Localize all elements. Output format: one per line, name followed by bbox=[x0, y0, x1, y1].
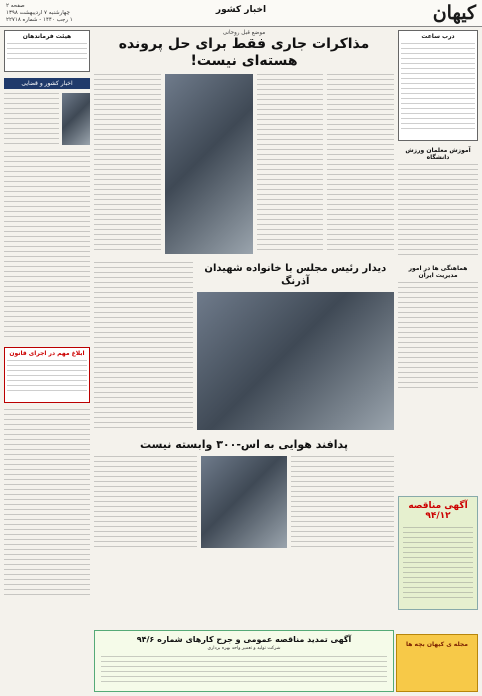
left-red-box bbox=[4, 347, 90, 403]
story-2-headline: دیدار رئیس مجلس با خانواده شهیدان آذرنگ bbox=[204, 263, 387, 287]
lead-body bbox=[94, 74, 394, 254]
issue-line-3: ۱ رجب ۱۴۴۰ - شماره ۲۲۷۱۸ bbox=[6, 17, 73, 23]
kids-magazine-ad-title: مجله ی کیهان بچه ها bbox=[406, 641, 468, 648]
newspaper-logo: کیهان bbox=[432, 2, 476, 24]
left-red-box-text bbox=[7, 360, 87, 394]
left-column bbox=[4, 30, 90, 630]
left-text-1 bbox=[4, 151, 90, 341]
story-3-text-2 bbox=[94, 456, 197, 548]
right-story-2-title: هماهنگی ها در امور مدیریت ایران bbox=[408, 265, 468, 279]
story-3-photo bbox=[201, 456, 287, 548]
left-portrait-block bbox=[4, 93, 90, 145]
issue-line-2: چهارشنبه ۷ اردیبهشت ۱۳۹۸ bbox=[6, 10, 70, 16]
right-column bbox=[398, 30, 478, 610]
right-story-1-title: آموزش معلمان ورزش دانشگاه bbox=[405, 147, 471, 161]
main-area bbox=[94, 30, 394, 630]
left-top-box-title: هیئت فرماندهان bbox=[22, 33, 72, 40]
issue-line-1: صفحه ۲ bbox=[6, 3, 25, 9]
right-story-2-text bbox=[398, 282, 478, 390]
story-3-text-1 bbox=[291, 456, 394, 548]
lead-headline: مذاکرات جاری فقط برای حل پرونده هسته‌ای نیست! bbox=[118, 36, 370, 69]
story-2-photo bbox=[197, 292, 394, 430]
left-red-box-title: ابلاغ مهم در اجرای قانون bbox=[9, 350, 85, 357]
lead-photo bbox=[165, 74, 253, 254]
right-story-1-text bbox=[398, 164, 478, 256]
tender-ad-right-text bbox=[403, 527, 473, 599]
bottom-ad-title: آگهی تمدید مناقصه عمومی و جرح کارهای شماره ۹۴/۶ bbox=[136, 635, 352, 644]
right-box-text bbox=[401, 43, 475, 129]
story-2-text bbox=[94, 262, 193, 432]
tender-ad-right bbox=[398, 496, 478, 610]
lead-text-column-2 bbox=[257, 74, 324, 254]
issue-info bbox=[6, 3, 73, 24]
right-top-box bbox=[398, 30, 478, 141]
story-2-block bbox=[94, 262, 394, 432]
portrait-photo bbox=[62, 93, 90, 145]
bottom-tender-ad bbox=[94, 630, 394, 692]
story-3-block bbox=[94, 456, 394, 548]
story-2-left bbox=[197, 262, 394, 432]
bottom-ad-text bbox=[101, 656, 387, 684]
right-box-title: درب ساعت bbox=[421, 33, 455, 40]
right-story-2 bbox=[398, 265, 478, 395]
lead-text-column-1 bbox=[327, 74, 394, 254]
left-top-box bbox=[4, 30, 90, 72]
left-top-box-text bbox=[7, 43, 87, 63]
left-text-2 bbox=[4, 409, 90, 599]
right-story-1 bbox=[398, 147, 478, 257]
lead-text-column-3 bbox=[94, 74, 161, 254]
story-3-headline: پدافند هوایی به اس-۳۰۰ وابسته نیست bbox=[139, 438, 349, 451]
tender-ad-right-title: آگهی مناقصه ۹۴/۱۲ bbox=[408, 501, 468, 521]
left-section-label: اخبار کشور و قضایی bbox=[4, 78, 90, 89]
masthead bbox=[0, 0, 482, 27]
lead-kicker: موضع قبل روحانی bbox=[222, 30, 266, 36]
bottom-ad-subtitle: شرکت تولید و تعمیر واحد بهره برداری bbox=[207, 646, 281, 651]
portrait-text bbox=[4, 93, 59, 145]
section-title: اخبار کشور bbox=[215, 5, 267, 15]
kids-magazine-ad bbox=[396, 634, 478, 692]
